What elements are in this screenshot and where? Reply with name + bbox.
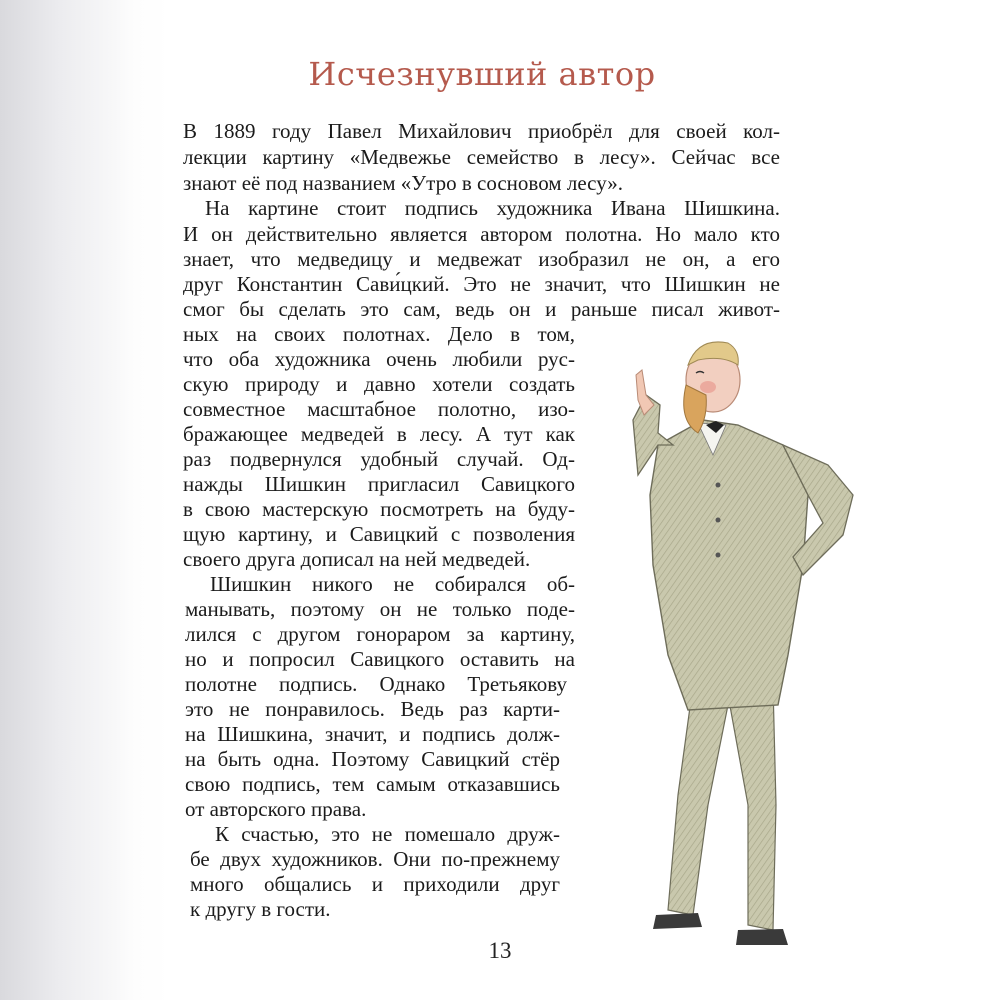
text-line: своего друга дописал на ней медведей.: [183, 547, 531, 571]
text-line: Шишкин никого не собирался об-: [210, 572, 575, 596]
text-line: свою подпись, тем самым отказавшись: [185, 772, 560, 796]
man-in-suit-illustration: [598, 325, 868, 965]
text-line: лекции картину «Медвежье семейство в лесу». Сейчас все: [183, 145, 780, 169]
text-line: И он действительно является автором полотна. Но мало кто: [183, 222, 780, 246]
text-line: от авторского права.: [185, 797, 367, 821]
text-line: К счастью, это не помешало друж-: [215, 822, 560, 846]
text-line: к другу в гости.: [190, 897, 331, 921]
text-line: щую картину, и Савицкий с позволения: [183, 522, 575, 546]
text-line: на Шишкина, значит, и подпись долж-: [185, 722, 560, 746]
text-line: скую природу и давно хотели создать: [183, 372, 575, 396]
chapter-title: Исчезнувший автор: [308, 55, 656, 93]
text-line: совместное масштабное полотно, изо-: [183, 397, 575, 421]
text-line: нажды Шишкин пригласил Савицкого: [183, 472, 575, 496]
text-line: На картине стоит подпись художника Ивана Шишкина.: [205, 196, 780, 220]
text-line: полотне подпись. Однако Третьякову: [185, 672, 567, 696]
text-line: ных на своих полотнах. Дело в том,: [183, 322, 575, 346]
text-line: друг Константин Сави́цкий. Это не значит, что Шишкин не: [183, 272, 780, 296]
text-line: знают её под названием «Утро в сосновом лесу».: [183, 171, 623, 195]
text-line: знает, что медведицу и медвежат изобразил не он, а его: [183, 247, 780, 271]
text-line: бе двух художников. Они по-прежнему: [190, 847, 560, 871]
text-line: лился с другом гонораром за картину,: [185, 622, 575, 646]
text-line: это не понравилось. Ведь раз карти-: [185, 697, 560, 721]
text-line: раз подвернулся удобный случай. Од-: [183, 447, 575, 471]
text-line: на быть одна. Поэтому Савицкий стёр: [185, 747, 560, 771]
text-line: смог бы сделать это сам, ведь он и раньше писал живот-: [183, 297, 780, 321]
page-number: 13: [488, 938, 512, 963]
text-line: в свою мастерскую посмотреть на буду-: [183, 497, 575, 521]
text-line: что оба художника очень любили рус-: [183, 347, 575, 371]
text-line: бражающее медведей в лесу. А тут как: [183, 422, 575, 446]
text-line: манывать, поэтому он не только поде-: [185, 597, 575, 621]
text-line: но и попросил Савицкого оставить на: [185, 647, 575, 671]
text-line: много общались и приходили друг: [190, 872, 560, 896]
text-line: В 1889 году Павел Михайлович приобрёл для своей кол-: [183, 119, 780, 143]
